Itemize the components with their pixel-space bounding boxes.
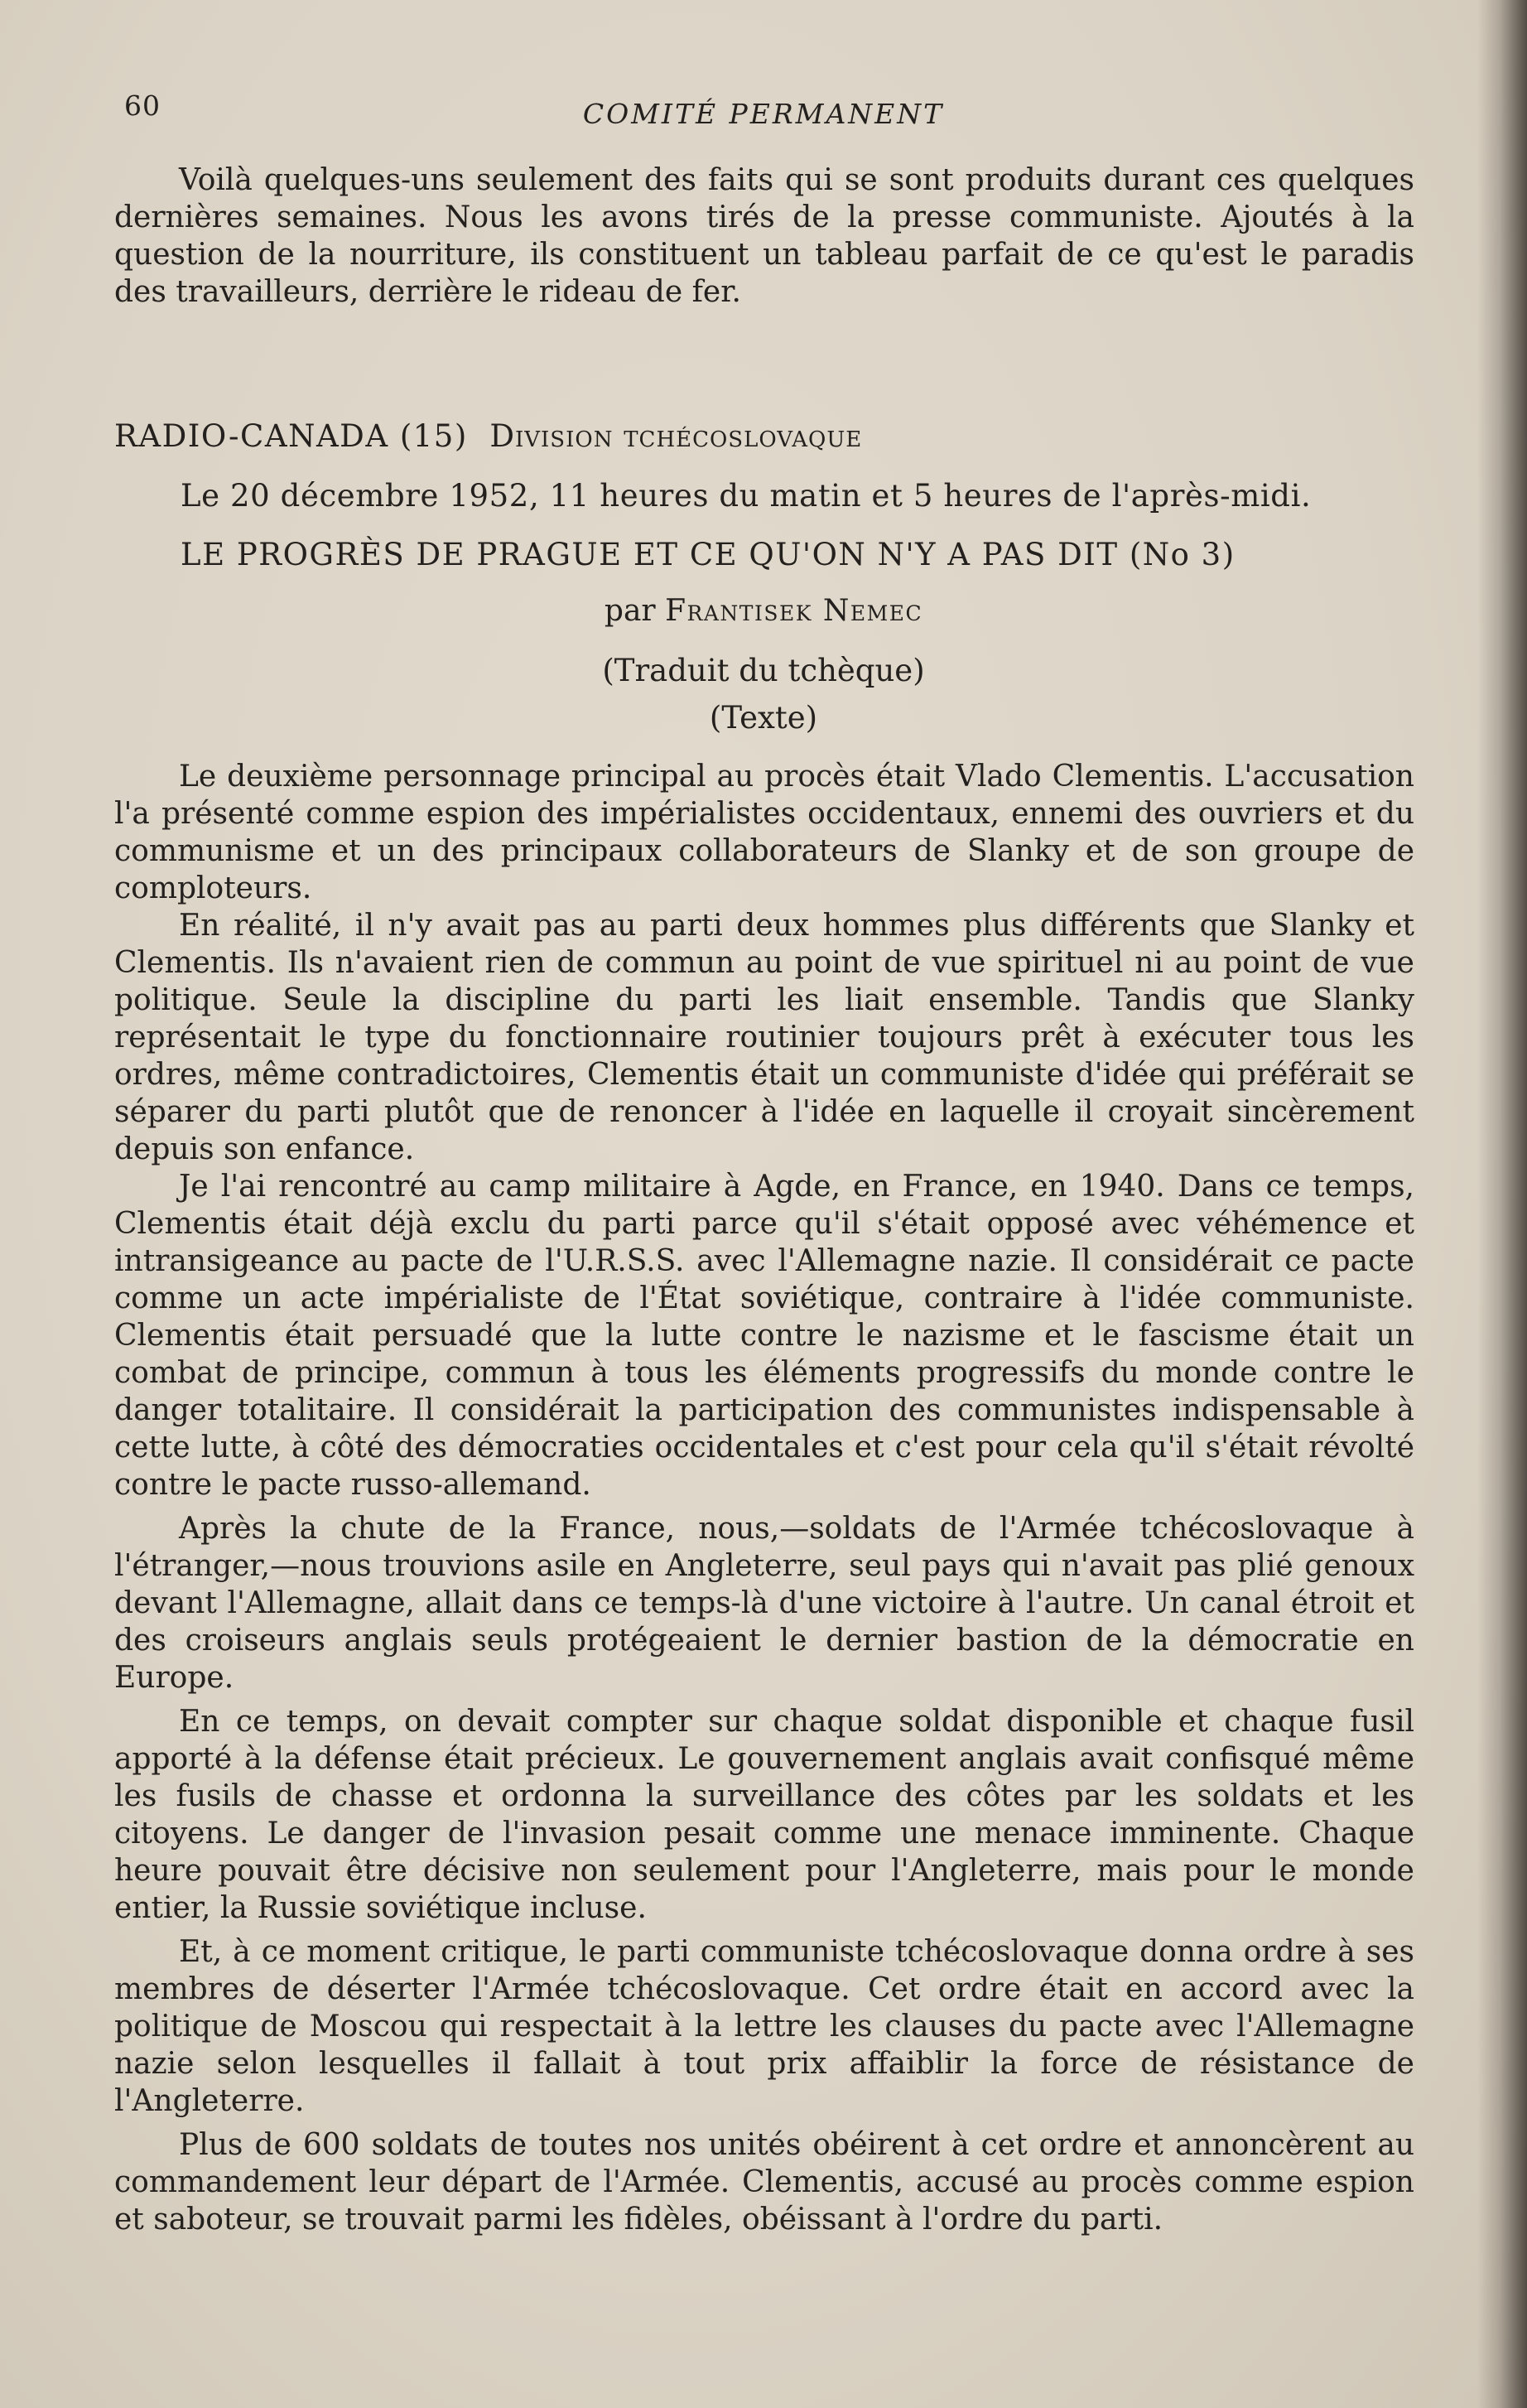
running-head: COMITÉ PERMANENT [582, 98, 945, 130]
broadcast-date: Le 20 décembre 1952, 11 heures du matin et 5 heures de l'après-midi. [181, 478, 1312, 514]
author-name: Frantisek Nemec [665, 594, 923, 628]
intro-paragraph-block [114, 162, 1414, 311]
body-paragraph: Le deuxième personnage principal au procès était Vlado Clementis. L'accusation l'a présenté comme espion des impérialistes occidentaux, ennemi des ouvriers et du communisme et un des principaux collaborateurs de Slanky et de son groupe de comploteurs. [114, 760, 1414, 905]
body-paragraph: Je l'ai rencontré au camp militaire à Agde, en France, en 1940. Dans ce temps, Clementis était déjà exclu du parti parce qu'il s'était opposé avec véhémence et intransigeance au pacte de l'U.R.S.S. avec l'Allemagne nazie. Il considérait ce pacte comme un acte impérialiste de l'État soviétique, contraire à l'idée communiste. Clementis était persuadé que la lutte contre le nazisme et le fascisme était un combat de principe, commun à tous les éléments progressifs du monde contre le danger totalitaire. Il considérait la participation des communistes indispensable à cette lutte, à côté des démocraties occidentales et c'est pour cela qu'il s'était révolté contre le pacte russo-allemand. [114, 1170, 1414, 1502]
article-body [114, 758, 1414, 2238]
intro-paragraph: Voilà quelques-uns seulement des faits qui se sont produits durant ces quelques dernières semaines. Nous les avons tirés de la presse communiste. Ajoutés à la question de la nourriture, ils constituent un tableau parfait de ce qu'est le paradis des travailleurs, derrière le rideau de fer. [114, 163, 1414, 309]
translation-note: (Traduit du tchèque) [602, 653, 925, 688]
body-paragraph: Plus de 600 soldats de toutes nos unités obéirent à cet ordre et annoncèrent au commandement leur départ de l'Armée. Clementis, accusé au procès comme espion et saboteur, se trouvait parmi les fidèles, obéissant à l'ordre du parti. [114, 2128, 1414, 2237]
byline [0, 594, 1527, 628]
body-paragraph: Et, à ce moment critique, le parti communiste tchécoslovaque donna ordre à ses membres de déserter l'Armée tchécoslovaque. Cet ordre était en accord avec la politique de Moscou qui respectait à la lettre les clauses du pacte avec l'Allemagne nazie selon lesquelles il fallait à tout prix affaiblir la force de résistance de l'Angleterre. [114, 1935, 1414, 2118]
body-paragraph: En ce temps, on devait compter sur chaque soldat disponible et chaque fusil apporté à la défense était précieux. Le gouvernement anglais avait confisqué même les fusils de chasse et ordonna la surveillance des côtes par les soldats et les citoyens. Le danger de l'invasion pesait comme une menace imminente. Chaque heure pouvait être décisive non seulement pour l'Angleterre, mais pour le monde entier, la Russie soviétique incluse. [114, 1705, 1414, 1925]
page-number: 60 [124, 89, 161, 122]
broadcast-division: Division tchécoslovaque [489, 418, 863, 454]
body-paragraph: En réalité, il n'y avait pas au parti deux hommes plus différents que Slanky et Clementis. Ils n'avaient rien de commun au point de vue spirituel ni au point de vue politique. Seule la discipline du parti les liait ensemble. Tandis que Slanky représentait le type du fonctionnaire routinier toujours prêt à exécuter tous les ordres, même contradictoires, Clementis était un communiste d'idée qui préférait se séparer du parti plutôt que de renoncer à l'idée en laquelle il croyait sincèrement depuis son enfance. [114, 909, 1414, 1166]
texte-label: (Texte) [709, 700, 818, 736]
broadcast-source [114, 418, 862, 454]
broadcast-source-name: RADIO-CANADA (15) [114, 418, 468, 454]
body-paragraph: Après la chute de la France, nous,—soldats de l'Armée tchécoslovaque à l'étranger,—nous trouvions asile en Angleterre, seul pays qui n'avait pas plié genoux devant l'Allemagne, allait dans ce temps-là d'une victoire à l'autre. Un canal étroit et des croiseurs anglais seuls protégeaient le dernier bastion de la démocratie en Europe. [114, 1512, 1414, 1695]
article-headline: LE PROGRÈS DE PRAGUE ET CE QU'ON N'Y A PAS DIT (No 3) [181, 537, 1236, 572]
book-spine-shadow [1477, 0, 1527, 2408]
byline-prefix: par [604, 594, 656, 628]
